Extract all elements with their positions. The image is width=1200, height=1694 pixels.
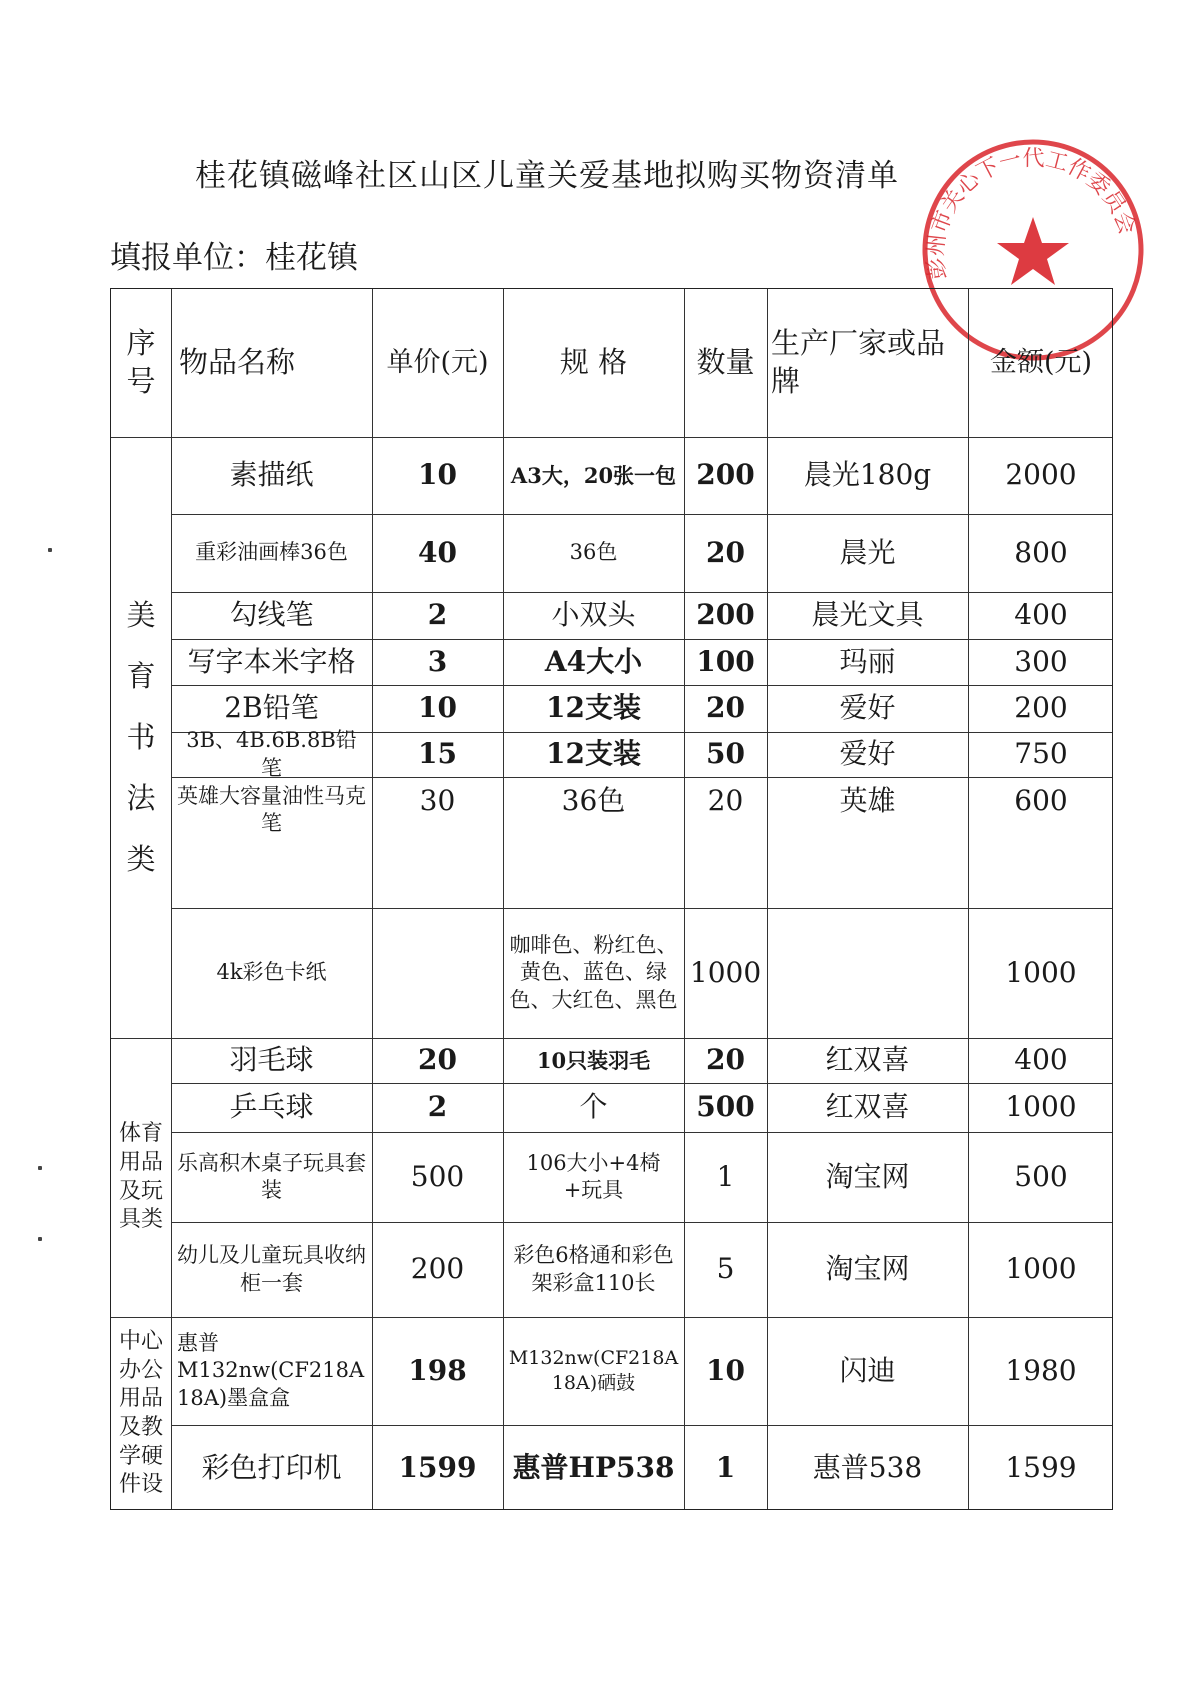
cell-brand: 红双喜 bbox=[825, 1090, 910, 1124]
cell-spec: 咖啡色、粉红色、黄色、蓝色、绿色、大红色、黑色 bbox=[509, 933, 678, 1012]
cell-brand: 玛丽 bbox=[839, 644, 896, 678]
cell-amount: 1599 bbox=[1005, 1450, 1077, 1484]
cell-qty: 200 bbox=[696, 458, 755, 492]
cell-qty: 20 bbox=[706, 535, 745, 569]
reporting-unit: 填报单位：桂花镇 bbox=[110, 240, 358, 276]
cell-amount: 500 bbox=[1014, 1159, 1068, 1193]
cell-price: 40 bbox=[418, 535, 457, 569]
cell-amount: 600 bbox=[1014, 784, 1068, 817]
cell-spec: 个 bbox=[579, 1090, 608, 1124]
cell-name: 勾线笔 bbox=[229, 598, 314, 632]
scan-mark bbox=[48, 548, 52, 552]
category-office: 中心办公用品及教学硬件设 bbox=[118, 1329, 163, 1498]
cell-spec: 小双头 bbox=[551, 598, 636, 632]
cell-price: 2 bbox=[427, 598, 448, 632]
cell-qty: 20 bbox=[707, 784, 744, 817]
cell-amount: 300 bbox=[1014, 644, 1068, 678]
cell-price bbox=[372, 908, 503, 1038]
header-amount: 金额(元) bbox=[989, 347, 1093, 379]
cell-qty: 1 bbox=[715, 1450, 736, 1484]
cell-price: 2 bbox=[427, 1090, 448, 1124]
header-seq: 序号 bbox=[126, 326, 156, 398]
cell-brand: 惠普538 bbox=[812, 1450, 923, 1484]
cell-price: 200 bbox=[410, 1252, 465, 1286]
document-title: 桂花镇磁峰社区山区儿童关爱基地拟购买物资清单 bbox=[195, 158, 899, 194]
svg-text:彭州市关心下一代工作委员会: 彭州市关心下一代工作委员会 bbox=[923, 146, 1140, 282]
cell-qty: 1000 bbox=[689, 955, 762, 989]
cell-qty: 100 bbox=[696, 644, 755, 678]
cell-name: 彩色打印机 bbox=[201, 1450, 342, 1484]
cell-brand: 英雄 bbox=[839, 784, 896, 817]
cell-qty: 200 bbox=[696, 598, 755, 632]
cell-spec: 彩色6格通和彩色架彩盒110长 bbox=[513, 1243, 674, 1295]
cell-spec: A3大，20张一包 bbox=[510, 462, 677, 488]
cell-brand: 闪迪 bbox=[839, 1353, 896, 1387]
cell-qty: 50 bbox=[706, 737, 745, 771]
header-price: 单价(元) bbox=[386, 347, 489, 379]
header-spec: 规 格 bbox=[559, 345, 628, 380]
cell-brand: 爱好 bbox=[839, 737, 896, 771]
cell-spec: 10只装羽毛 bbox=[536, 1047, 651, 1073]
cell-qty: 20 bbox=[706, 691, 745, 725]
cell-spec: 36色 bbox=[561, 784, 626, 817]
cell-brand: 晨光 bbox=[839, 535, 896, 569]
header-qty: 数量 bbox=[696, 345, 755, 380]
cell-spec: 106大小+4椅+玩具 bbox=[526, 1150, 661, 1202]
cell-brand: 晨光180g bbox=[803, 458, 932, 492]
cell-price: 10 bbox=[418, 458, 457, 492]
cell-amount: 800 bbox=[1014, 535, 1068, 569]
cell-name: 4k彩色卡纸 bbox=[216, 960, 327, 985]
cell-qty: 1 bbox=[716, 1159, 735, 1193]
cell-price: 1599 bbox=[398, 1450, 477, 1484]
cell-price: 3 bbox=[427, 644, 448, 678]
cell-name: 写字本米字格 bbox=[187, 644, 356, 678]
cell-spec: A4大小 bbox=[544, 644, 643, 678]
cell-price: 10 bbox=[418, 691, 457, 725]
cell-spec: 12支装 bbox=[546, 691, 641, 725]
cell-name: 幼儿及儿童玩具收纳柜一套 bbox=[177, 1243, 366, 1295]
scan-mark bbox=[38, 1237, 42, 1241]
cell-price: 500 bbox=[410, 1159, 465, 1193]
cell-name: 3B、4B.6B.8B铅笔 bbox=[186, 728, 357, 780]
cell-name: 素描纸 bbox=[229, 458, 314, 492]
cell-name: 乒乓球 bbox=[229, 1090, 314, 1124]
cell-qty: 20 bbox=[706, 1043, 745, 1077]
cell-amount: 2000 bbox=[1005, 458, 1077, 492]
cell-price: 198 bbox=[408, 1353, 467, 1387]
cell-name: 2B铅笔 bbox=[224, 691, 319, 725]
cell-brand: 晨光文具 bbox=[811, 598, 924, 632]
cell-amount: 750 bbox=[1014, 737, 1068, 771]
cell-amount: 1000 bbox=[1005, 1252, 1077, 1286]
cell-spec: 36色 bbox=[569, 540, 618, 565]
cell-amount: 1000 bbox=[1005, 955, 1077, 989]
cell-name: 羽毛球 bbox=[229, 1043, 314, 1077]
cell-price: 30 bbox=[419, 784, 456, 817]
materials-table bbox=[110, 288, 1113, 1510]
cell-brand: 淘宝网 bbox=[825, 1159, 910, 1193]
cell-qty: 500 bbox=[696, 1090, 755, 1124]
cell-name: 惠普M132nw(CF218A 18A)墨盒盒 bbox=[177, 1331, 365, 1410]
cell-name: 乐高积木桌子玩具套装 bbox=[177, 1150, 366, 1202]
cell-brand: 爱好 bbox=[839, 691, 896, 725]
cell-spec: M132nw(CF218A 18A)硒鼓 bbox=[508, 1347, 679, 1394]
cell-name: 英雄大容量油性马克笔 bbox=[177, 784, 366, 836]
cell-brand: 淘宝网 bbox=[825, 1252, 910, 1286]
cell-spec: 12支装 bbox=[546, 737, 641, 771]
cell-brand: 红双喜 bbox=[825, 1043, 910, 1077]
cell-spec: 惠普HP538 bbox=[512, 1450, 675, 1484]
header-name: 物品名称 bbox=[179, 345, 296, 380]
cell-price: 20 bbox=[418, 1043, 457, 1077]
scan-mark bbox=[38, 1166, 42, 1170]
category-arts: 美育书法类 bbox=[126, 598, 156, 876]
cell-price: 15 bbox=[418, 737, 457, 771]
cell-brand bbox=[767, 908, 968, 1038]
cell-amount: 1980 bbox=[1005, 1353, 1077, 1387]
category-sports: 体育用品及玩具类 bbox=[118, 1121, 163, 1233]
cell-amount: 1000 bbox=[1005, 1090, 1077, 1124]
cell-name: 重彩油画棒36色 bbox=[195, 540, 348, 565]
cell-amount: 400 bbox=[1014, 598, 1068, 632]
header-brand: 生产厂家或品牌 bbox=[771, 326, 946, 398]
cell-qty: 5 bbox=[716, 1252, 735, 1286]
cell-amount: 200 bbox=[1014, 691, 1068, 725]
cell-amount: 400 bbox=[1014, 1043, 1068, 1077]
cell-qty: 10 bbox=[706, 1353, 745, 1387]
